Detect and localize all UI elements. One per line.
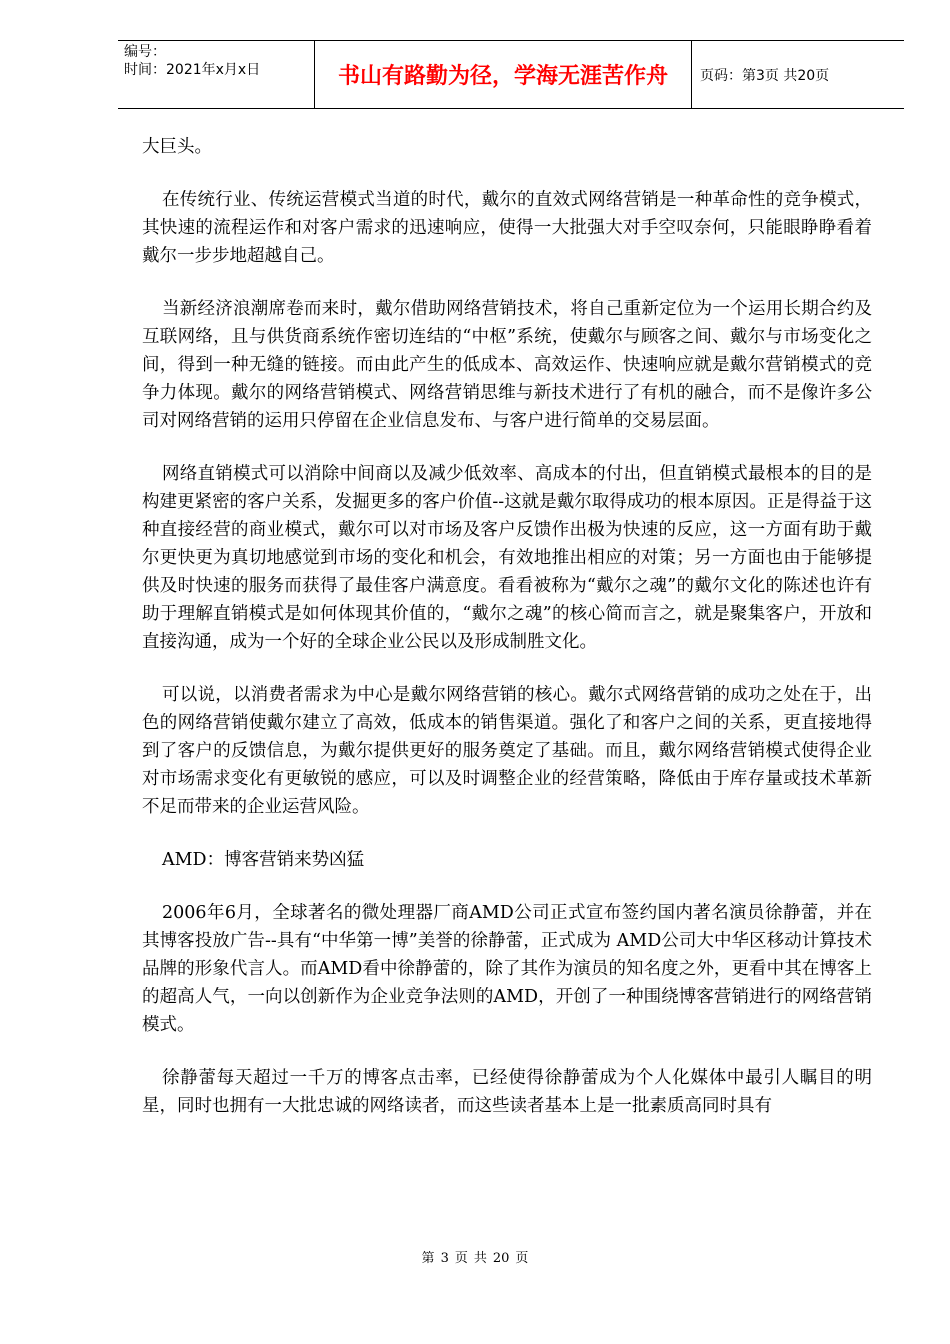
paragraph: 徐静蕾每天超过一千万的博客点击率，已经使得徐静蕾成为个人化媒体中最引人瞩目的明星，同时也拥有一大批忠诚的网络读者，而这些读者基本上是一批素质高同时具有: [142, 1068, 872, 1116]
header-page-info: 页码：第3页 共20页: [700, 67, 830, 84]
footer-gong: 共: [473, 1251, 487, 1266]
page-header: [118, 40, 904, 109]
footer-total-pages: 20: [492, 1251, 510, 1266]
paragraph: 在传统行业、传统运营模式当道的时代，戴尔的直效式网络营销是一种革命性的竞争模式，其快速的流程运作和对客户需求的迅速响应，使得一大批强大对手空叹奈何，只能眼睁睁看着戴尔一步步地超越自己。: [142, 190, 872, 266]
paragraph: 2006年6月，全球著名的微处理器厂商AMD公司正式宣布签约国内著名演员徐静蕾，并在其博客投放广告--具有“中华第一博”美誉的徐静蕾，正式成为 AMD公司大中华区移动计算技术品牌的形象代言人。而AMD看中徐静蕾的，除了其作为演员的知名度之外，更看中其在博客上的超高人气，一向以创新作为企业竞争法则的AMD，开创了一种围绕博客营销进行的网络营销模式。: [142, 903, 872, 1035]
header-meta: [118, 41, 314, 108]
header-motto: 书山有路勤为径，学海无涯苦作舟: [314, 41, 692, 108]
paragraph: 网络直销模式可以消除中间商以及减少低效率、高成本的付出，但直销模式最根本的目的是构建更紧密的客户关系，发掘更多的客户价值--这就是戴尔取得成功的根本原因。正是得益于这种直接经营的商业模式，戴尔可以对市场及客户反馈作出极为快速的反应，这一方面有助于戴尔更快更为真切地感觉到市场的变化和机会，有效地推出相应的对策；另一方面也由于能够提供及时快速的服务而获得了最佳客户满意度。看看被称为“戴尔之魂”的戴尔文化的陈述也许有助于理解直销模式是如何体现其价值的，“戴尔之魂”的核心简而言之，就是聚集客户，开放和直接沟通，成为一个好的全球企业公民以及形成制胜文化。: [142, 464, 872, 652]
paragraph: 大巨头。: [142, 137, 212, 157]
footer-ye: 页: [515, 1251, 529, 1266]
footer-page-number: 3: [440, 1251, 449, 1266]
section-heading: AMD：博客营销来势凶猛: [162, 850, 365, 870]
footer-ye: 页: [454, 1251, 468, 1266]
document-body: [142, 133, 872, 1120]
number-label: 编号：: [124, 44, 166, 60]
footer-di: 第: [421, 1251, 435, 1266]
paragraph: 当新经济浪潮席卷而来时，戴尔借助网络营销技术，将自己重新定位为一个运用长期合约及互联网络，且与供货商系统作密切连结的“中枢”系统，使戴尔与顾客之间、戴尔与市场变化之间，得到一种无缝的链接。而由此产生的低成本、高效运作、快速响应就是戴尔营销模式的竞争力体现。戴尔的网络营销模式、网络营销思维与新技术进行了有机的融合，而不是像许多公司对网络营销的运用只停留在企业信息发布、与客户进行简单的交易层面。: [142, 299, 872, 431]
paragraph: 可以说，以消费者需求为中心是戴尔网络营销的核心。戴尔式网络营销的成功之处在于，出色的网络营销使戴尔建立了高效，低成本的销售渠道。强化了和客户之间的关系，更直接地得到了客户的反馈信息，为戴尔提供更好的服务奠定了基础。而且，戴尔网络营销模式使得企业对市场需求变化有更敏锐的感应，可以及时调整企业的经营策略，降低由于库存量或技术革新不足而带来的企业运营风险。: [142, 685, 872, 817]
time-label: 时间：2021年x月x日: [124, 62, 261, 78]
page-footer: [0, 1247, 950, 1266]
